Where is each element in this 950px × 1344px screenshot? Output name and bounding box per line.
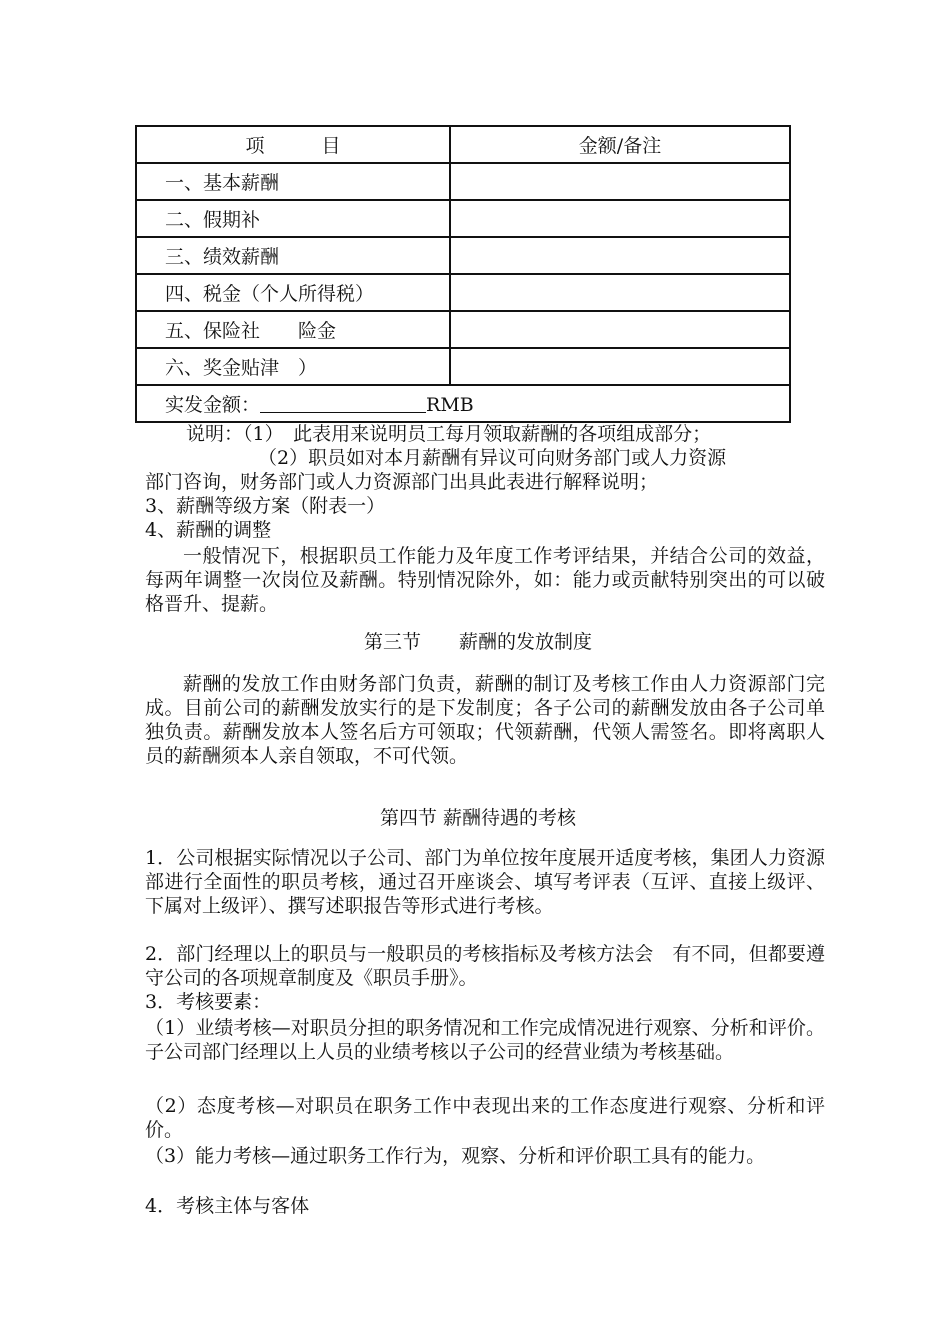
note-line-2: （2）职员如对本月薪酬有异议可向财务部门或人力资源 (258, 447, 727, 469)
row-amount-cell (450, 348, 790, 385)
table-row (136, 163, 790, 200)
row-label: 三、绩效薪酬 (136, 237, 450, 274)
item-4-heading: 4、薪酬的调整 (145, 519, 272, 541)
table-row (136, 348, 790, 385)
section-4-paragraph-4: （1）业绩考核—对职员分担的职务情况和工作完成情况进行观察、分析和评价。 子公司部门经理以上人员的业绩考核以子公司的经营业绩为考核基础。 (145, 1017, 825, 1063)
row-amount-cell (450, 237, 790, 274)
row-amount-cell (450, 311, 790, 348)
salary-table (135, 125, 791, 423)
table-row (136, 237, 790, 274)
total-unit: RMB (426, 394, 474, 416)
section-4-paragraph-6: （3）能力考核—通过职务工作行为，观察、分析和评价职工具有的能力。 (145, 1145, 766, 1167)
section-4-paragraph-2: 2．部门经理以上的职员与一般职员的考核指标及考核方法会 有不同，但都要遵守公司的各项规章制度及《职员手册》。 (145, 943, 825, 989)
row-label: 五、保险社 险金 (136, 311, 450, 348)
section-4-title: 第四节 薪酬待遇的考核 (379, 807, 577, 829)
note-line-3: 部门咨询，财务部门或人力资源部门出具此表进行解释说明； (145, 471, 659, 493)
table-header-row (136, 126, 790, 163)
table-total-row (136, 385, 790, 422)
table-row (136, 274, 790, 311)
total-label: 实发金额： (165, 394, 261, 416)
row-amount-cell (450, 274, 790, 311)
total-blank-line (260, 394, 426, 413)
row-label: 四、税金（个人所得税） (136, 274, 450, 311)
row-label: 二、假期补 (136, 200, 450, 237)
row-amount-cell (450, 163, 790, 200)
row-label: 六、奖金贴津 ） (136, 348, 450, 385)
table-row (136, 200, 790, 237)
table-row (136, 311, 790, 348)
row-amount-cell (450, 200, 790, 237)
section-3-paragraph: 薪酬的发放工作由财务部门负责，薪酬的制订及考核工作由人力资源部门完成。目前公司的薪酬发放实行的是下发制度；各子公司的薪酬发放由各子公司单独负责。薪酬发放本人签名后方可领取；代领薪酬，代领人需签名。即将离职人员的薪酬须本人亲自领取，不可代领。 (145, 673, 825, 767)
section-3-title: 第三节 薪酬的发放制度 (363, 631, 592, 653)
total-cell (136, 385, 790, 422)
row-label: 一、基本薪酬 (136, 163, 450, 200)
adjust-paragraph: 一般情况下，根据职员工作能力及年度工作考评结果，并结合公司的效益，每两年调整一次岗位及薪酬。特别情况除外，如：能力或贡献特别突出的可以破格晋升、提薪。 (145, 545, 825, 615)
section-4-paragraph-5: （2）态度考核—对职员在职务工作中表现出来的工作态度进行观察、分析和评价。 (145, 1095, 825, 1141)
note-line-1: 说明：（1） 此表用来说明员工每月领取薪酬的各项组成部分； (186, 423, 712, 445)
item-3-heading: 3、薪酬等级方案（附表一） (145, 495, 386, 517)
header-amount: 金额/备注 (450, 126, 790, 163)
header-item: 项 目 (136, 126, 450, 163)
section-4-paragraph-1: 1．公司根据实际情况以子公司、部门为单位按年度展开适度考核，集团人力资源部进行全面性的职员考核，通过召开座谈会、填写考评表（互评、直接上级评、下属对上级评）、撰写述职报告等形式进行考核。 (145, 847, 825, 917)
section-4-paragraph-7: 4．考核主体与客体 (145, 1195, 310, 1217)
section-4-paragraph-3: 3．考核要素： (145, 991, 272, 1013)
